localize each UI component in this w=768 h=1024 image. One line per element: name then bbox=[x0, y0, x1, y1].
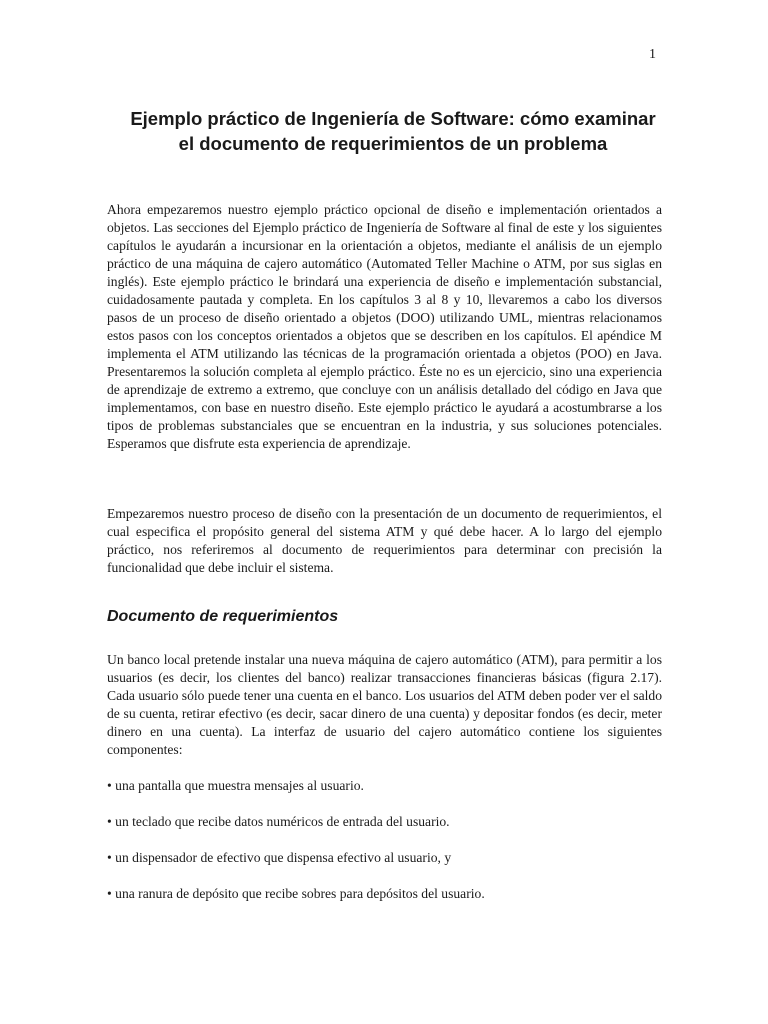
page-number: 1 bbox=[649, 47, 656, 62]
bullet-item-deposit-slot: • una ranura de depósito que recibe sobres para depósitos del usuario. bbox=[107, 886, 485, 901]
section-heading: Documento de requerimientos bbox=[107, 608, 339, 625]
bullet-item-cash-dispenser: • un dispensador de efectivo que dispensa efectivo al usuario, y bbox=[107, 850, 452, 865]
bullet-item-screen: • una pantalla que muestra mensajes al usuario. bbox=[107, 778, 364, 793]
bullet-item-keypad: • un teclado que recibe datos numéricos de entrada del usuario. bbox=[107, 814, 450, 829]
document-title: Ejemplo práctico de Ingeniería de Software: cómo examinar el documento de requerimientos de un problema bbox=[130, 108, 656, 154]
requirements-paragraph: Un banco local pretende instalar una nueva máquina de cajero automático (ATM), para permitir a los usuarios (es decir, los clientes del banco) realizar transacciones financieras básicas (figura 2.17). Cada usuario sólo puede tener una cuenta en el banco. Los usuarios del ATM deben poder ver el saldo de su cuenta, retirar efectivo (es decir, sacar dinero de una cuenta) y depositar fondos (es decir, meter dinero en una cuenta). La interfaz de usuario del cajero automático contiene los siguientes componentes: bbox=[107, 652, 662, 757]
process-paragraph: Empezaremos nuestro proceso de diseño con la presentación de un documento de requerimientos, el cual especifica el propósito general del sistema ATM y qué debe hacer. A lo largo del ejemplo práctico, nos referiremos al documento de requerimientos para determinar con precisión la funcionalidad que debe incluir el sistema. bbox=[107, 506, 662, 575]
intro-paragraph: Ahora empezaremos nuestro ejemplo práctico opcional de diseño e implementación orientados a objetos. Las secciones del Ejemplo práctico de Ingeniería de Software al final de este y los siguientes capítulos le ayudarán a incursionar en la orientación a objetos, mediante el análisis de un ejemplo práctico de una máquina de cajero automático (Automated Teller Machine o ATM, por sus siglas en inglés). Este ejemplo práctico le brindará una experiencia de diseño e implementación substancial, cuidadosamente pautada y completa. En los capítulos 3 al 8 y 10, llevaremos a cabo los diversos pasos de un proceso de diseño orientado a objetos (DOO) utilizando UML, mientras relacionamos estos pasos con los conceptos orientados a objetos que se describen en los capítulos. El apéndice M implementa el ATM utilizando las técnicas de la programación orientada a objetos (POO) en Java. Presentaremos la solución completa al ejemplo práctico. Éste no es un ejercicio, sino una experiencia de aprendizaje de extremo a extremo, que concluye con un análisis detallado del código en Java que implementamos, con base en nuestro diseño. Este ejemplo práctico le ayudará a acostumbrarse a los tipos de problemas substanciales que se encuentran en la industria, y sus soluciones potenciales. Esperamos que disfrute esta experiencia de aprendizaje. bbox=[107, 202, 662, 451]
